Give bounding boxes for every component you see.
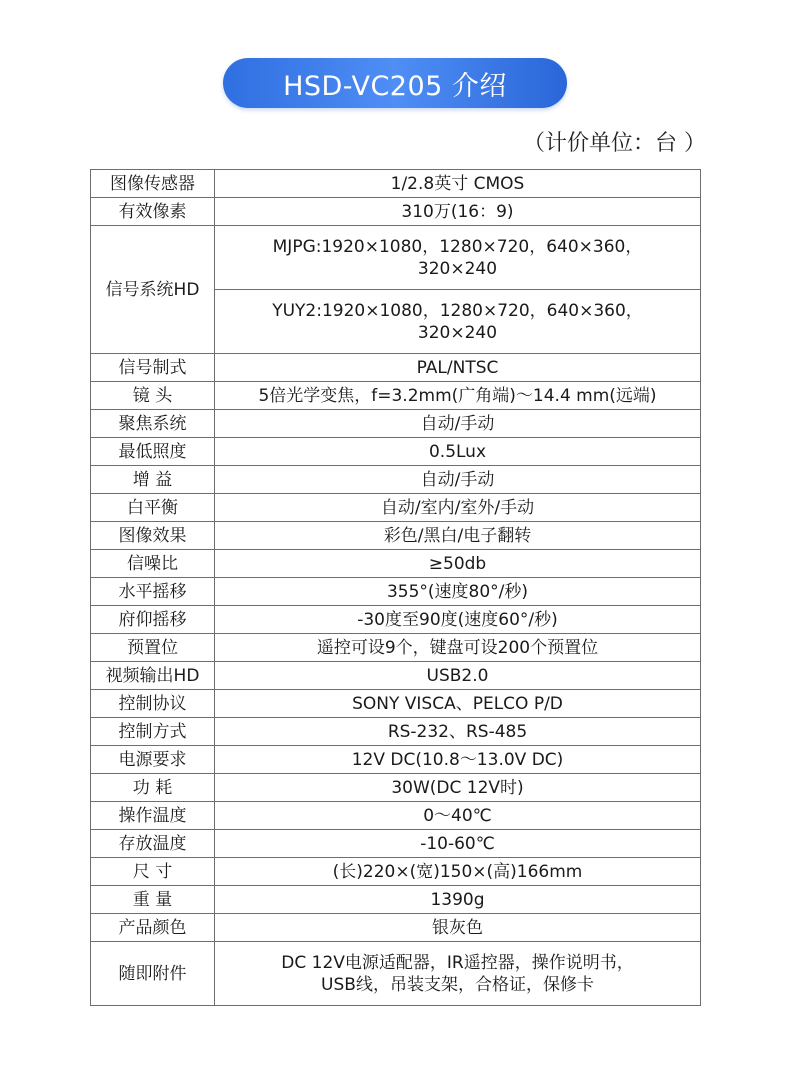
spec-label: 白平衡 — [91, 494, 215, 522]
table-row — [91, 354, 701, 382]
spec-value: ≥50db — [215, 550, 701, 578]
table-row — [91, 914, 701, 942]
spec-label: 镜 头 — [91, 382, 215, 410]
spec-value: -30度至90度(速度60°/秒) — [215, 606, 701, 634]
spec-value: 30W(DC 12V时) — [215, 774, 701, 802]
table-row — [91, 858, 701, 886]
table-row — [91, 830, 701, 858]
spec-value: PAL/NTSC — [215, 354, 701, 382]
spec-label: 水平摇移 — [91, 578, 215, 606]
table-row — [91, 550, 701, 578]
spec-label: 信号系统HD — [91, 226, 215, 354]
spec-value: SONY VISCA、PELCO P/D — [215, 690, 701, 718]
spec-value: 自动/手动 — [215, 410, 701, 438]
table-row — [91, 690, 701, 718]
table-row — [91, 226, 701, 290]
spec-label: 功 耗 — [91, 774, 215, 802]
spec-value: (长)220×(宽)150×(高)166mm — [215, 858, 701, 886]
spec-label: 信噪比 — [91, 550, 215, 578]
spec-value: 0～40℃ — [215, 802, 701, 830]
spec-label: 最低照度 — [91, 438, 215, 466]
table-row — [91, 802, 701, 830]
spec-value — [215, 290, 701, 354]
table-row — [91, 438, 701, 466]
spec-label: 控制协议 — [91, 690, 215, 718]
spec-label: 操作温度 — [91, 802, 215, 830]
table-row — [91, 606, 701, 634]
table-row — [91, 942, 701, 1006]
table-row — [91, 886, 701, 914]
spec-value: 自动/室内/室外/手动 — [215, 494, 701, 522]
table-row — [91, 494, 701, 522]
spec-value-line: YUY2:1920×1080，1280×720，640×360， — [272, 300, 643, 321]
spec-label: 存放温度 — [91, 830, 215, 858]
spec-value — [215, 942, 701, 1006]
spec-label: 产品颜色 — [91, 914, 215, 942]
spec-value-line: MJPG:1920×1080，1280×720，640×360， — [272, 236, 643, 257]
table-row — [91, 466, 701, 494]
spec-label: 图像传感器 — [91, 170, 215, 198]
spec-label: 电源要求 — [91, 746, 215, 774]
spec-value: 1/2.8英寸 CMOS — [215, 170, 701, 198]
spec-label: 重 量 — [91, 886, 215, 914]
page-title: HSD-VC205 介绍 — [283, 70, 507, 102]
spec-value-line: 320×240 — [417, 258, 498, 279]
spec-value: 0.5Lux — [215, 438, 701, 466]
spec-label: 有效像素 — [91, 198, 215, 226]
spec-label: 聚焦系统 — [91, 410, 215, 438]
spec-value: 5倍光学变焦，f=3.2mm(广角端)～14.4 mm(远端) — [215, 382, 701, 410]
spec-label: 图像效果 — [91, 522, 215, 550]
spec-label: 府仰摇移 — [91, 606, 215, 634]
spec-value: 银灰色 — [215, 914, 701, 942]
spec-label: 视频输出HD — [91, 662, 215, 690]
table-row — [91, 382, 701, 410]
spec-value: 彩色/黑白/电子翻转 — [215, 522, 701, 550]
spec-value: RS-232、RS-485 — [215, 718, 701, 746]
pricing-unit-note: （计价单位：台 ） — [523, 131, 706, 156]
spec-value: 310万(16：9) — [215, 198, 701, 226]
spec-label: 随即附件 — [91, 942, 215, 1006]
spec-label: 增 益 — [91, 466, 215, 494]
spec-value: 12V DC(10.8～13.0V DC) — [215, 746, 701, 774]
spec-value: -10-60℃ — [215, 830, 701, 858]
spec-value-line: DC 12V电源适配器，IR遥控器，操作说明书， — [281, 952, 634, 973]
table-row — [91, 662, 701, 690]
title-banner — [223, 58, 567, 108]
spec-table — [90, 169, 701, 1006]
table-row — [91, 170, 701, 198]
spec-value — [215, 226, 701, 290]
table-row — [91, 198, 701, 226]
spec-value-line: 320×240 — [417, 322, 498, 343]
spec-value: USB2.0 — [215, 662, 701, 690]
table-row — [91, 522, 701, 550]
spec-value: 遥控可设9个，键盘可设200个预置位 — [215, 634, 701, 662]
table-row — [91, 634, 701, 662]
table-row — [91, 746, 701, 774]
table-row — [91, 718, 701, 746]
spec-label: 尺 寸 — [91, 858, 215, 886]
spec-label: 信号制式 — [91, 354, 215, 382]
spec-value: 355°(速度80°/秒) — [215, 578, 701, 606]
table-row — [91, 410, 701, 438]
spec-value: 1390g — [215, 886, 701, 914]
spec-value: 自动/手动 — [215, 466, 701, 494]
spec-label: 控制方式 — [91, 718, 215, 746]
spec-label: 预置位 — [91, 634, 215, 662]
spec-value-line: USB线，吊装支架，合格证，保修卡 — [321, 974, 594, 995]
table-row — [91, 578, 701, 606]
table-row — [91, 774, 701, 802]
